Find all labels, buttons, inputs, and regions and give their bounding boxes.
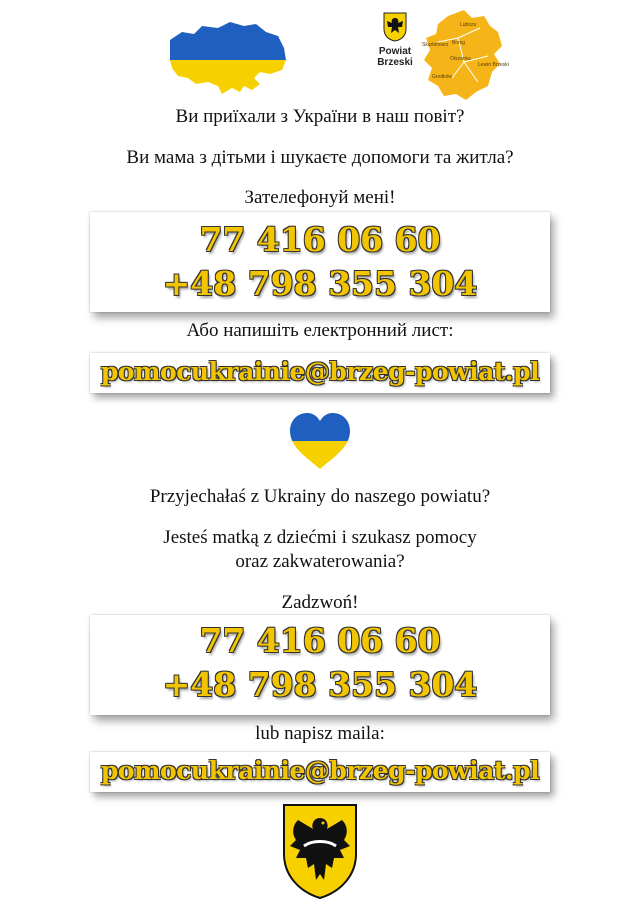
ua-email-box: [90, 353, 550, 393]
pl-phone-box: [90, 615, 550, 715]
map-town-label: Lubsza: [460, 22, 477, 28]
map-town-label: Skarbimierz: [422, 42, 449, 48]
map-town-label: Lewin Brzeski: [478, 62, 509, 68]
map-town-label: Olszanka: [450, 56, 471, 62]
powiat-logo-label: Powiat Brzeski: [377, 46, 413, 68]
pl-question-2b: oraz zakwaterowania?: [235, 551, 405, 572]
phone-number-1[interactable]: 77 416 06 60: [199, 621, 441, 660]
pl-call-text: Zadzwoń!: [281, 592, 359, 613]
ua-question-1: Ви приїхали з України в наш повіт?: [175, 106, 465, 127]
email-link[interactable]: pomocukrainie@brzeg-powiat.pl: [100, 756, 540, 785]
powiat-map-icon: [418, 6, 510, 102]
ua-phone-box: [90, 212, 550, 312]
coat-of-arms-icon: [280, 802, 360, 900]
phone-number-1[interactable]: 77 416 06 60: [199, 220, 441, 259]
ua-question-2: Ви мама з дітьми і шукаєте допомоги та житла?: [126, 147, 514, 168]
map-town-label: Brzeg: [452, 40, 466, 46]
phone-number-2[interactable]: +48 798 355 304: [162, 264, 478, 303]
phone-number-2[interactable]: +48 798 355 304: [162, 665, 478, 704]
ua-call-text: Зателефонуй мені!: [244, 187, 396, 208]
pl-question-2a: Jesteś matką z dziećmi i szukasz pomocy: [163, 527, 477, 548]
pl-question-1: Przyjechałaś z Ukrainy do naszego powiatu?: [149, 486, 491, 507]
pl-email-box: [90, 752, 550, 792]
email-link[interactable]: pomocukrainie@brzeg-powiat.pl: [100, 357, 540, 386]
map-town-label: Grodków: [432, 74, 453, 80]
pl-write-text: lub napisz maila:: [255, 723, 385, 744]
ua-write-text: Або напишіть електронний лист:: [186, 320, 454, 341]
heart-icon: [288, 411, 352, 471]
silesian-eagle-icon: [383, 12, 407, 42]
ukraine-map-icon: [160, 18, 290, 98]
